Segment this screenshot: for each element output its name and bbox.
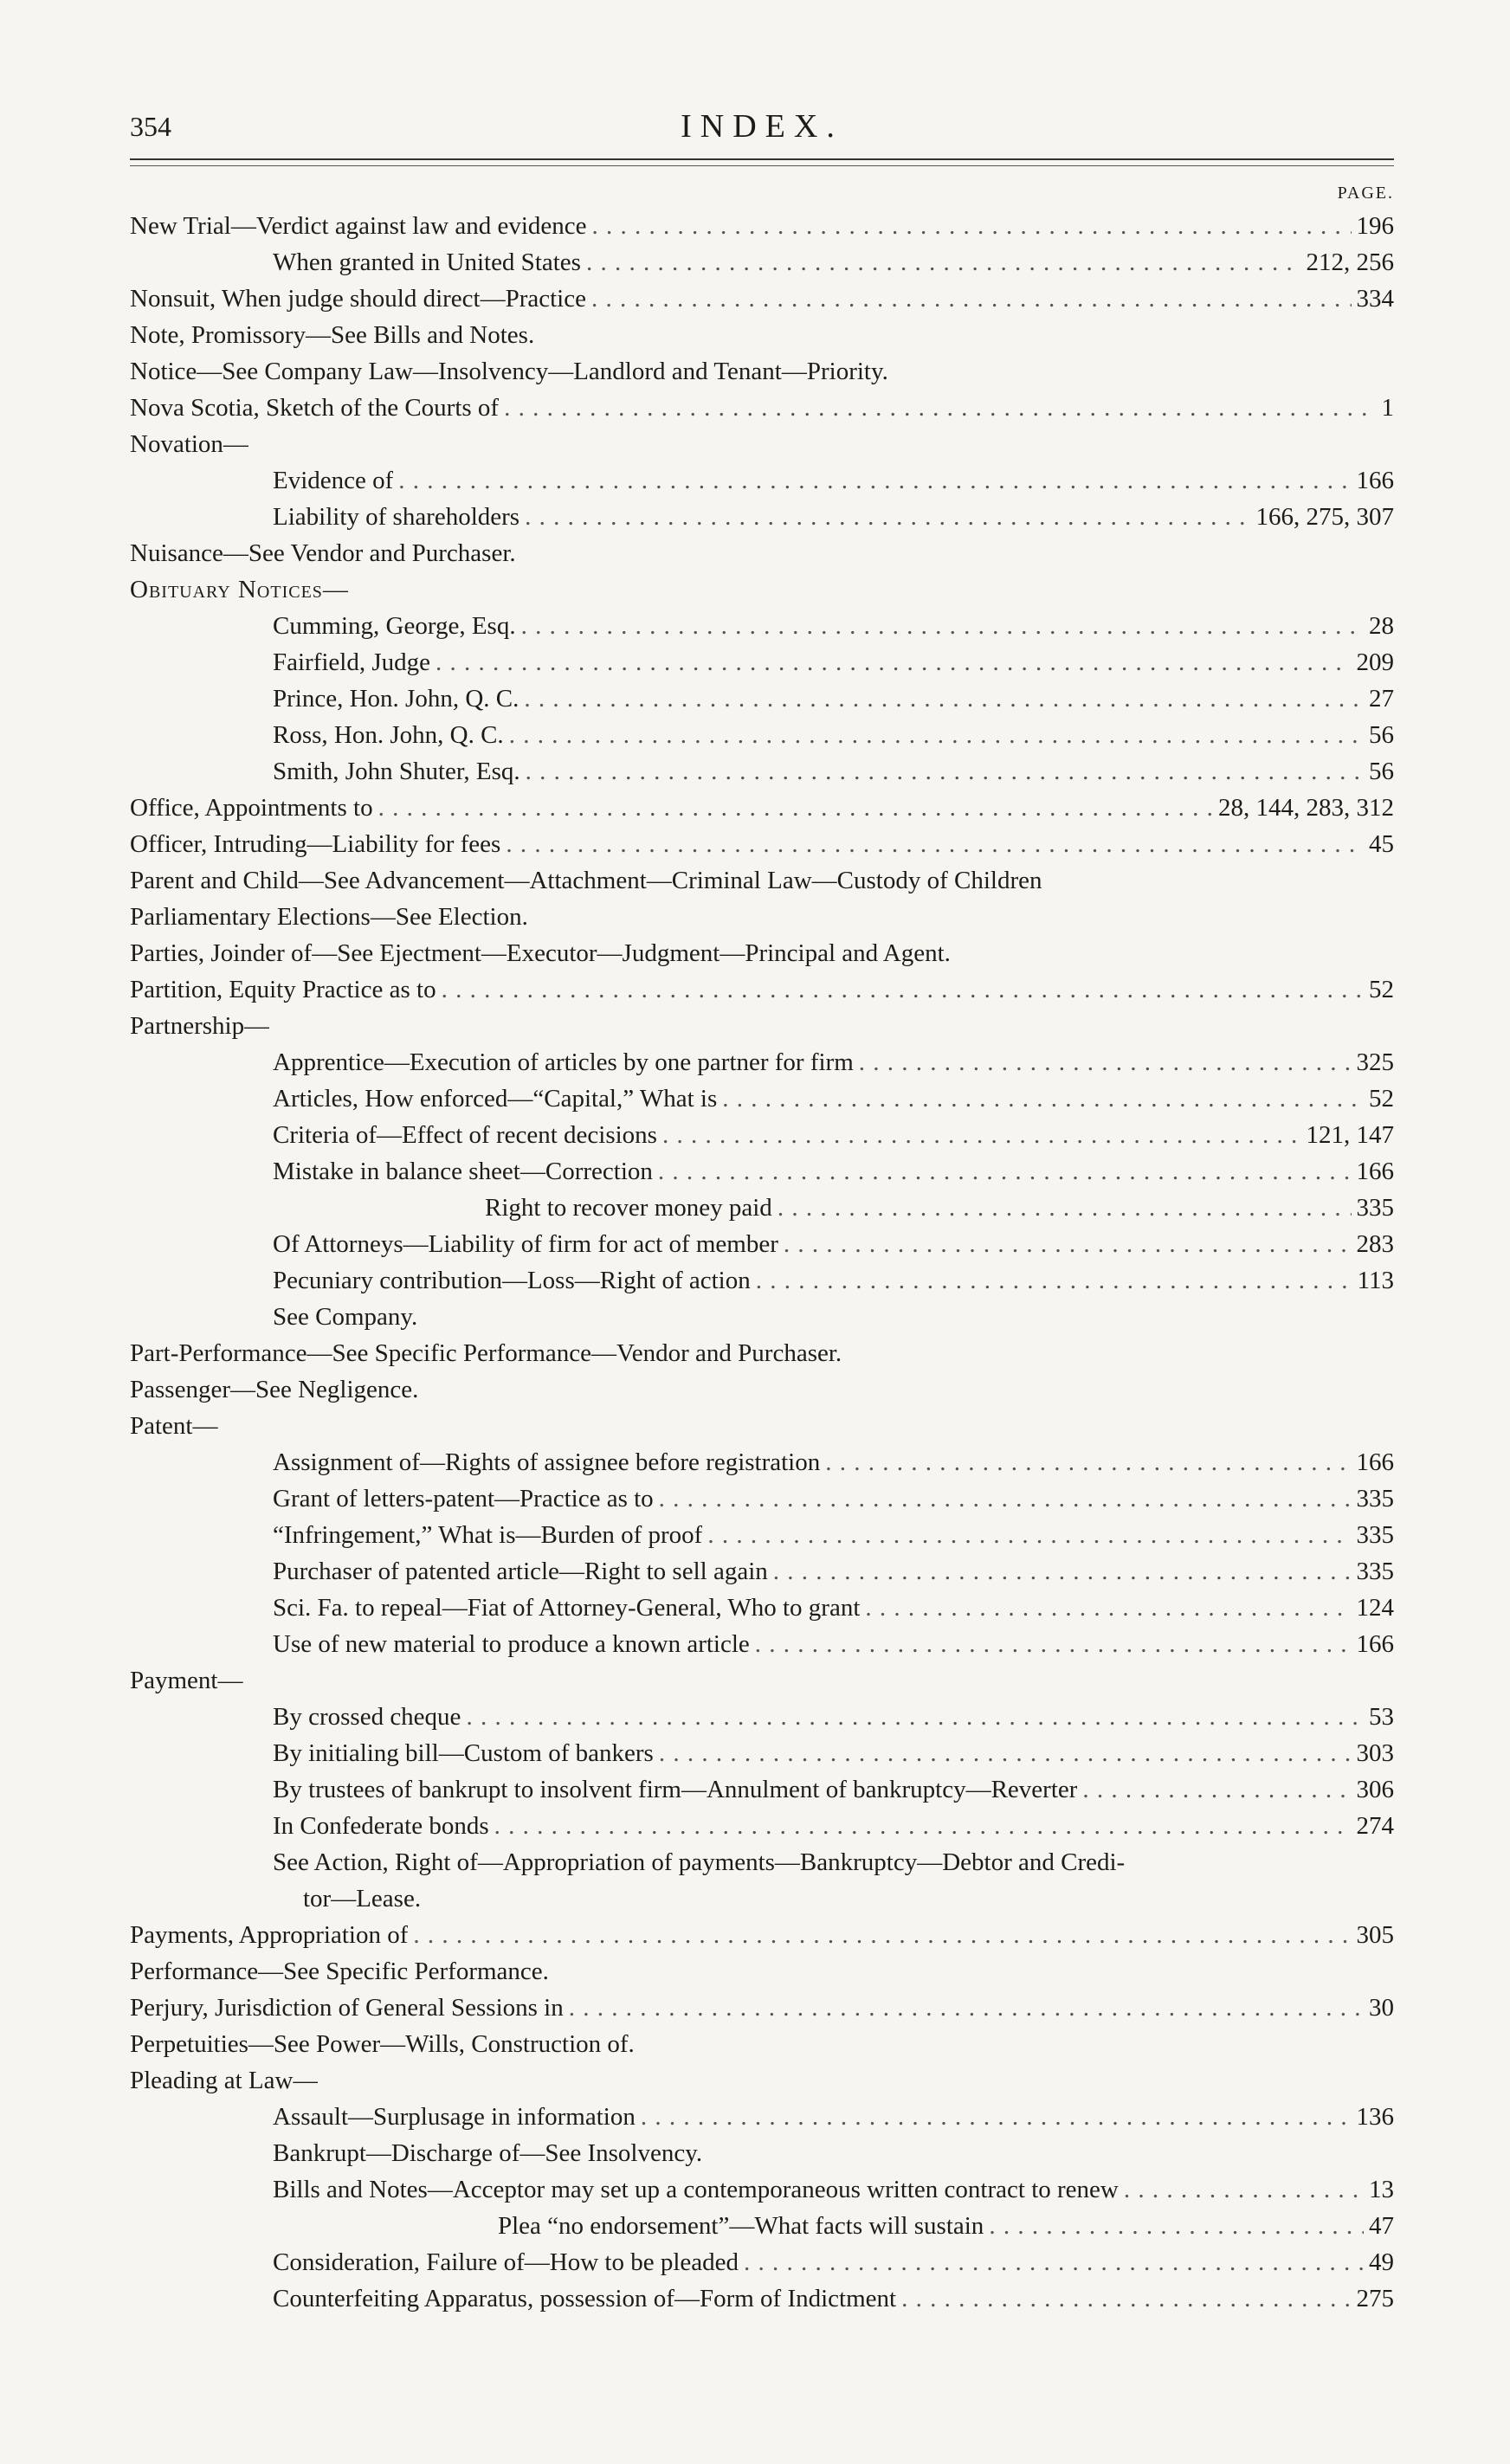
entry-pages: 13 [1369, 2176, 1394, 2203]
index-entry [130, 1808, 1394, 1844]
entry-pages: 166 [1356, 1158, 1394, 1185]
entry-text: Nova Scotia, Sketch of the Courts of [130, 394, 500, 422]
leader-dots [526, 753, 1364, 790]
entry-pages: 335 [1356, 1558, 1394, 1585]
entry-pages: 45 [1369, 830, 1394, 858]
index-entry [130, 717, 1394, 753]
leader-dots [773, 1553, 1352, 1590]
index-entry [130, 2280, 1394, 2317]
entry-pages: 166 [1356, 1630, 1394, 1658]
index-entry [130, 1226, 1394, 1262]
entry-text: Obituary Notices— [130, 576, 349, 603]
entry-text: Prince, Hon. John, Q. C. [273, 685, 519, 713]
entry-pages: 335 [1356, 1485, 1394, 1513]
entry-pages: 30 [1369, 1994, 1394, 2022]
index-entry [130, 244, 1394, 281]
index-entry [130, 1408, 1394, 1444]
entry-text: Nuisance—See Vendor and Purchaser. [130, 539, 516, 567]
leader-dots [1082, 1771, 1351, 1808]
index-entry [130, 1299, 1394, 1335]
index-entry [130, 1153, 1394, 1190]
index-entry [130, 935, 1394, 971]
leader-dots [722, 1080, 1364, 1117]
index-entry [130, 971, 1394, 1008]
leader-dots [524, 681, 1364, 717]
entry-pages: 49 [1369, 2248, 1394, 2276]
index-entry [130, 790, 1394, 826]
entry-pages: 334 [1356, 285, 1394, 313]
index-entry [130, 317, 1394, 353]
leader-dots [494, 1808, 1352, 1844]
leader-dots [658, 1153, 1352, 1190]
entry-text: Criteria of—Effect of recent decisions [273, 1121, 657, 1149]
entry-pages: 166, 275, 307 [1255, 503, 1394, 531]
leader-dots [506, 826, 1364, 862]
entry-text: Articles, How enforced—“Capital,” What is [273, 1085, 718, 1113]
entry-pages: 166 [1356, 467, 1394, 494]
entry-text: Pleading at Law— [130, 2067, 319, 2094]
index-entry [130, 499, 1394, 535]
leader-dots [784, 1226, 1352, 1262]
index-entry [130, 1699, 1394, 1735]
entry-pages: 53 [1369, 1703, 1394, 1731]
entry-text: New Trial—Verdict against law and evidence [130, 212, 587, 240]
index-entry [130, 1044, 1394, 1080]
leader-dots [378, 790, 1213, 826]
leader-dots [436, 644, 1351, 681]
entry-pages: 305 [1356, 1921, 1394, 1949]
entry-text: Apprentice—Execution of articles by one partner for firm [273, 1048, 854, 1076]
entry-text: Liability of shareholders [273, 503, 520, 531]
entry-pages: 124 [1356, 1594, 1394, 1622]
index-entry [130, 281, 1394, 317]
index-entry [130, 1917, 1394, 1953]
entry-text: tor—Lease. [303, 1885, 422, 1913]
leader-dots [592, 208, 1352, 244]
entry-text: Notice—See Company Law—Insolvency—Landlord and Tenant—Priority. [130, 358, 888, 385]
index-entry [130, 1590, 1394, 1626]
entry-pages: 52 [1369, 976, 1394, 1003]
entry-pages: 196 [1356, 212, 1394, 240]
entry-text: Novation— [130, 430, 248, 458]
entry-text: By crossed cheque [273, 1703, 461, 1731]
entry-text: Parliamentary Elections—See Election. [130, 903, 528, 931]
entry-text: Assault—Surplusage in information [273, 2103, 636, 2131]
leader-dots [586, 244, 1301, 281]
entry-text: Ross, Hon. John, Q. C. [273, 721, 504, 749]
entry-text: Officer, Intruding—Liability for fees [130, 830, 501, 858]
entry-text: Right to recover money paid [485, 1194, 772, 1222]
leader-dots [521, 608, 1364, 644]
entry-text: Plea “no endorsement”—What facts will sustain [498, 2212, 984, 2240]
entry-text: Payments, Appropriation of [130, 1921, 409, 1949]
index-entry [130, 1080, 1394, 1117]
entry-text: Perjury, Jurisdiction of General Sessions in [130, 1994, 564, 2022]
index-entry [130, 862, 1394, 899]
leader-dots [509, 717, 1364, 753]
index-entry [130, 1190, 1394, 1226]
index-entry [130, 753, 1394, 790]
leader-dots [662, 1117, 1301, 1153]
entry-text: Counterfeiting Apparatus, possession of—Form of Indictment [273, 2285, 897, 2312]
index-entry [130, 1335, 1394, 1371]
entry-text: Consideration, Failure of—How to be pleaded [273, 2248, 739, 2276]
entry-pages: 28 [1369, 612, 1394, 640]
entry-pages: 212, 256 [1306, 248, 1394, 276]
index-entry [130, 2171, 1394, 2208]
entry-text: Smith, John Shuter, Esq. [273, 758, 520, 785]
entry-text: Fairfield, Judge [273, 648, 431, 676]
entry-pages: 1 [1381, 394, 1394, 422]
entry-text: Part-Performance—See Specific Performance—Vendor and Purchaser. [130, 1339, 842, 1367]
entry-text: Bills and Notes—Acceptor may set up a contemporaneous written contract to renew [273, 2176, 1119, 2203]
entry-text: Payment— [130, 1667, 243, 1694]
index-entry [130, 1880, 1394, 1917]
page-number: 354 [130, 111, 171, 142]
entry-text: Perpetuities—See Power—Wills, Construction of. [130, 2030, 635, 2058]
leader-dots [778, 1190, 1352, 1226]
entry-text: Partition, Equity Practice as to [130, 976, 436, 1003]
page-column-heading: PAGE. [1337, 184, 1394, 203]
entry-text: Use of new material to produce a known article [273, 1630, 750, 1658]
entry-text: By trustees of bankrupt to insolvent firm—Annulment of bankruptcy—Reverter [273, 1776, 1078, 1803]
leader-dots [756, 1262, 1352, 1299]
leader-dots [744, 2244, 1364, 2280]
entry-text: Grant of letters-patent—Practice as to [273, 1485, 654, 1513]
entry-text: Of Attorneys—Liability of firm for act of member [273, 1230, 778, 1258]
entry-text: Passenger—See Negligence. [130, 1376, 419, 1403]
entry-pages: 136 [1356, 2103, 1394, 2131]
index-entry [130, 1953, 1394, 1990]
index-entry [130, 2062, 1394, 2099]
leader-dots [865, 1590, 1351, 1626]
entry-text: Cumming, George, Esq. [273, 612, 516, 640]
leader-dots [901, 2280, 1351, 2317]
index-entry [130, 1262, 1394, 1299]
leader-dots [591, 281, 1352, 317]
index-entry [130, 535, 1394, 571]
index-entry [130, 1771, 1394, 1808]
leader-dots [641, 2099, 1352, 2135]
entry-text: Bankrupt—Discharge of—See Insolvency. [273, 2139, 703, 2167]
index-entry [130, 1990, 1394, 2026]
leader-dots [1124, 2171, 1364, 2208]
index-entry [130, 462, 1394, 499]
leader-dots [398, 462, 1351, 499]
index-entry [130, 2244, 1394, 2280]
leader-dots [859, 1044, 1352, 1080]
leader-dots [989, 2208, 1364, 2244]
entry-text: Evidence of [273, 467, 394, 494]
leader-dots [525, 499, 1250, 535]
entry-text: Partnership— [130, 1012, 270, 1040]
leader-dots [466, 1699, 1364, 1735]
index-entry [130, 353, 1394, 390]
entry-text: Note, Promissory—See Bills and Notes. [130, 321, 535, 349]
entry-text: Assignment of—Rights of assignee before registration [273, 1448, 821, 1476]
index-entry [130, 1480, 1394, 1517]
page-header [130, 104, 1394, 156]
entry-text: See Action, Right of—Appropriation of payments—Bankruptcy—Debtor and Credi- [273, 1848, 1126, 1876]
entry-text: See Company. [273, 1303, 418, 1331]
entry-pages: 56 [1369, 758, 1394, 785]
index-entry [130, 681, 1394, 717]
page-title: INDEX. [681, 108, 843, 145]
entry-pages: 47 [1369, 2212, 1394, 2240]
leader-dots [659, 1735, 1352, 1771]
index-entry [130, 1844, 1394, 1880]
index-entry [130, 1626, 1394, 1662]
entry-text: Performance—See Specific Performance. [130, 1958, 549, 1985]
entry-pages: 306 [1356, 1776, 1394, 1803]
index-entry [130, 571, 1394, 608]
entry-text: Parent and Child—See Advancement—Attachment—Criminal Law—Custody of Children [130, 867, 1042, 894]
entry-pages: 335 [1356, 1521, 1394, 1549]
index-entry [130, 899, 1394, 935]
index-entry [130, 208, 1394, 244]
leader-dots [825, 1444, 1351, 1480]
index-entry [130, 1444, 1394, 1480]
header-rule [130, 158, 1394, 166]
entry-pages: 275 [1356, 2285, 1394, 2312]
entry-pages: 283 [1356, 1230, 1394, 1258]
entry-text: When granted in United States [273, 248, 581, 276]
leader-dots [707, 1517, 1351, 1553]
leader-dots [442, 971, 1364, 1008]
index-entry [130, 1008, 1394, 1044]
index-entry [130, 1735, 1394, 1771]
entry-pages: 121, 147 [1306, 1121, 1394, 1149]
index-entry [130, 390, 1394, 426]
entry-text: Nonsuit, When judge should direct—Practice [130, 285, 586, 313]
leader-dots [755, 1626, 1352, 1662]
index-entry [130, 2099, 1394, 2135]
index-entry [130, 2208, 1394, 2244]
index-entry [130, 1117, 1394, 1153]
leader-dots [413, 1917, 1351, 1953]
leader-dots [659, 1480, 1352, 1517]
entry-text: Sci. Fa. to repeal—Fiat of Attorney-General, Who to grant [273, 1594, 861, 1622]
entry-pages: 28, 144, 283, 312 [1218, 794, 1394, 822]
index-entry [130, 1517, 1394, 1553]
entry-pages: 113 [1357, 1267, 1394, 1294]
entry-text: Mistake in balance sheet—Correction [273, 1158, 653, 1185]
index-entry [130, 1371, 1394, 1408]
index-entry [130, 1553, 1394, 1590]
entry-text: Patent— [130, 1412, 218, 1440]
entry-pages: 27 [1369, 685, 1394, 713]
index-entry [130, 644, 1394, 681]
index-entry [130, 1662, 1394, 1699]
entry-pages: 166 [1356, 1448, 1394, 1476]
index-entry [130, 826, 1394, 862]
leader-dots [504, 390, 1376, 426]
entry-pages: 274 [1356, 1812, 1394, 1840]
entry-text: In Confederate bonds [273, 1812, 489, 1840]
entry-pages: 303 [1356, 1739, 1394, 1767]
entry-text: Purchaser of patented article—Right to sell again [273, 1558, 768, 1585]
entry-text: Office, Appointments to [130, 794, 373, 822]
entry-pages: 56 [1369, 721, 1394, 749]
leader-dots [569, 1990, 1364, 2026]
index-entry [130, 426, 1394, 462]
entry-text: Parties, Joinder of—See Ejectment—Executor—Judgment—Principal and Agent. [130, 939, 951, 967]
entry-text: “Infringement,” What is—Burden of proof [273, 1521, 703, 1549]
entry-pages: 325 [1356, 1048, 1394, 1076]
index-entry [130, 2135, 1394, 2171]
index-entry [130, 2026, 1394, 2062]
entry-pages: 335 [1356, 1194, 1394, 1222]
index-entries [130, 208, 1394, 2317]
entry-text: By initialing bill—Custom of bankers [273, 1739, 654, 1767]
entry-pages: 52 [1369, 1085, 1394, 1113]
entry-pages: 209 [1356, 648, 1394, 676]
index-entry [130, 608, 1394, 644]
entry-text: Pecuniary contribution—Loss—Right of action [273, 1267, 751, 1294]
